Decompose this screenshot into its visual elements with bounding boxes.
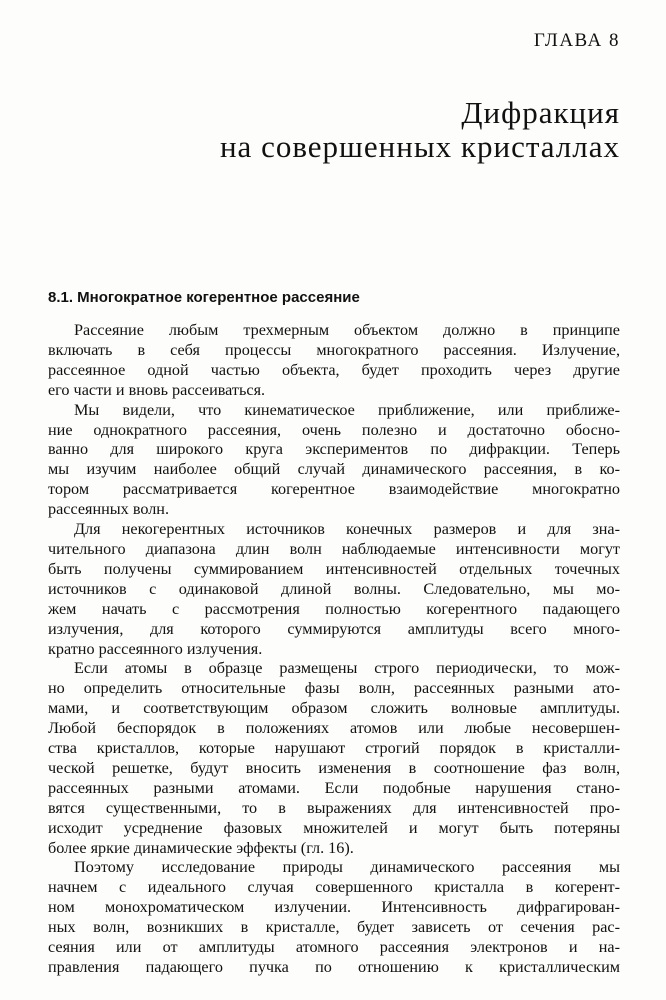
paragraph-3 [48, 520, 620, 659]
text-line: ных волн, возникших в кристалле, будет зависеть от сечения рас- [48, 918, 620, 937]
text-line: кратно рассеянного излучения. [48, 639, 263, 658]
text-line: рассеянных волн. [48, 500, 170, 519]
paragraph-2 [48, 401, 620, 520]
text-line: правления падающего пучка по отношению к кристаллическим [48, 958, 620, 976]
text-line: мы изучим наиболее общий случай динамического рассеяния, в ко- [48, 460, 620, 479]
text-line: вятся существенными, то в выражениях для интенсивностей про- [48, 798, 620, 817]
text-line: его части и вновь рассеиваться. [48, 380, 266, 399]
text-line: Если атомы в образце размещены строго периодически, то мож- [74, 659, 620, 678]
text-line: чительного диапазона длин волн наблюдаемые интенсивности могут [48, 539, 620, 558]
chapter-title-line-1: Дифракция [461, 95, 620, 130]
text-line: ческой решетке, будут вносить изменения в соотношение фаз волн, [48, 758, 620, 777]
text-line: ние однократного рассеяния, очень полезно и достаточно обосно- [48, 420, 620, 439]
text-line: Мы видели, что кинематическое приближение, или приближе- [74, 400, 620, 419]
text-line: тором рассматривается когерентное взаимодействие многократно [48, 480, 620, 499]
text-line: жем начать с рассмотрения полностью когерентного падающего [48, 599, 620, 618]
chapter-title [220, 96, 620, 164]
text-line: исходит усреднение фазовых множителей и могут быть потеряны [48, 818, 620, 837]
text-line: включать в себя процессы многократного рассеяния. Излучение, [48, 340, 620, 359]
text-line: но определить относительные фазы волн, рассеянных разными ато- [48, 679, 620, 698]
text-line: Для некогерентных источников конечных размеров и для зна- [74, 520, 620, 539]
text-line: Поэтому исследование природы динамического рассеяния мы [74, 858, 620, 877]
paragraph-4 [48, 659, 620, 858]
text-line: более яркие динамические эффекты (гл. 16). [48, 838, 354, 857]
section-heading: 8.1. Многократное когерентное рассеяние [48, 289, 360, 306]
text-line: начнем с идеального случая совершенного кристалла в когерент- [48, 878, 620, 897]
text-line: ном монохроматическом излучении. Интенсивность дифрагирован- [48, 898, 620, 917]
paragraph-1 [48, 321, 620, 401]
text-line: быть получены суммированием интенсивностей отдельных точечных [48, 559, 620, 578]
text-line: ванно для широкого круга экспериментов по дифракции. Теперь [48, 440, 620, 459]
text-line: Рассеяние любым трехмерным объектом должно в принципе [74, 321, 620, 339]
text-line: сеяния или от амплитуды атомного рассеяния электронов и на- [48, 938, 620, 957]
text-line: мами, и соответствующим образом сложить волновые амплитуды. [48, 699, 620, 718]
text-line: ства кристаллов, которые нарушают строгий порядок в кристалли- [48, 739, 620, 758]
paragraph-5 [48, 858, 620, 977]
text-line: Любой беспорядок в положениях атомов или любые несовершен- [48, 719, 620, 738]
chapter-title-line-2: на совершенных кристаллах [219, 129, 620, 164]
chapter-label: ГЛАВА 8 [533, 30, 620, 51]
text-line: рассеянное одной частью объекта, будет проходить через другие [48, 360, 620, 379]
body-text [48, 321, 620, 978]
text-line: излучения, для которого суммируются амплитуды всего много- [48, 619, 620, 638]
text-line: рассеянных разными атомами. Если подобные нарушения стано- [48, 778, 620, 797]
text-line: источников с одинаковой длиной волны. Следовательно, мы мо- [48, 579, 620, 598]
